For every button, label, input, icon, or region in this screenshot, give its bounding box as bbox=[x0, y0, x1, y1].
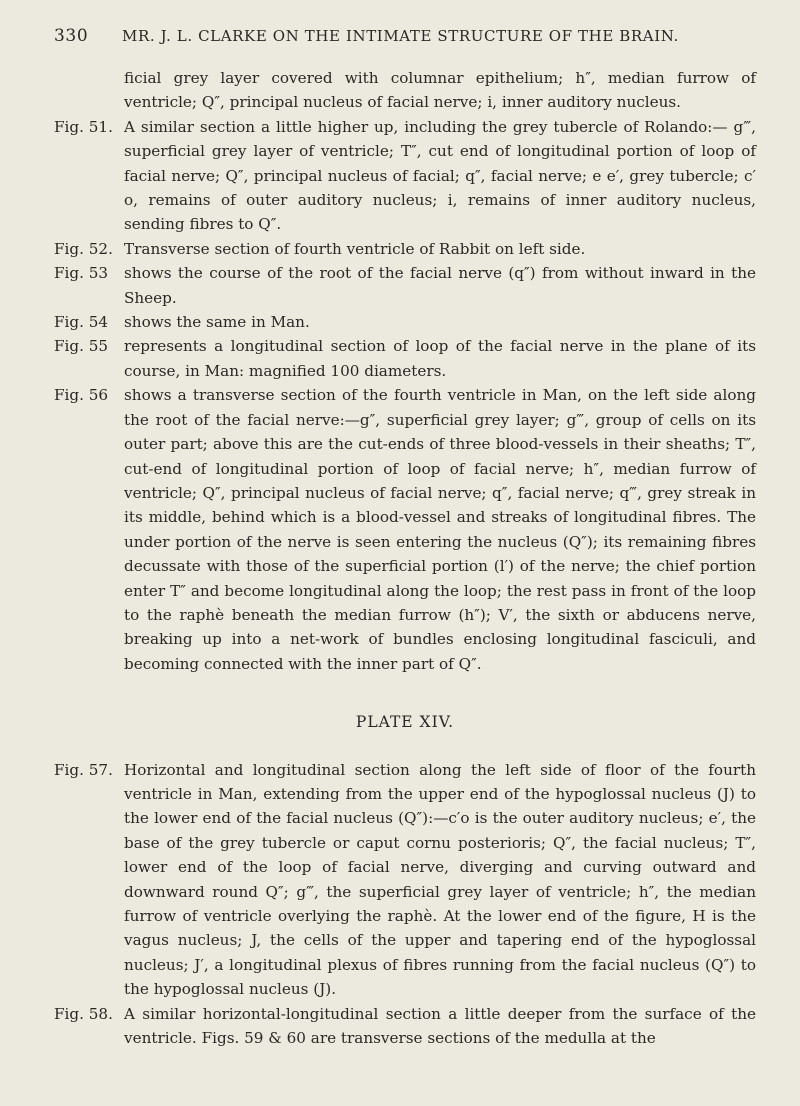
figure-entry-51 bbox=[54, 115, 756, 237]
figure-descriptions bbox=[54, 66, 756, 1050]
figure-label: Fig. 54 bbox=[54, 313, 109, 332]
figure-entry-58 bbox=[54, 1002, 756, 1051]
figure-label: Fig. 56 bbox=[54, 386, 109, 405]
figure-description: Horizontal and longitudinal section along the left side of floor of the fourth ventricle in Man, extending from the upper end of the hypoglossal nucleus (J) to the lower end of the facial nucleus (Q″):—c′o is the outer auditory nucleus; e′, the base of the grey tubercle or caput cornu posterioris; Q″, the facial nucleus; T″, lower end of the loop of facial nerve, diverging and curving outward and downward round Q″; g‴, the superficial grey layer of ventricle; h″, the median furrow of ventricle overlying the raphè. At the lower end of the figure, H is the vagus nucleus; J, the cells of the upper and tapering end of the hypoglossal nucleus; J′, a longitudinal plexus of fibres running from the facial nucleus (Q″) to the hypoglossal nucleus (J). bbox=[124, 760, 756, 999]
figure-label: Fig. 58. bbox=[54, 1004, 113, 1023]
figure-entry-55 bbox=[54, 334, 756, 383]
figure-entry-54 bbox=[54, 310, 756, 334]
figure-entry-53 bbox=[54, 261, 756, 310]
figure-description: Transverse section of fourth ventricle of Rabbit on left side. bbox=[124, 239, 586, 258]
figure-entry-56 bbox=[54, 383, 756, 676]
figure-description: shows the same in Man. bbox=[124, 313, 310, 332]
figure-label: Fig. 52. bbox=[54, 239, 113, 258]
figure-description: A similar section a little higher up, including the grey tubercle of Rolando:— g‴, superficial grey layer of ventricle; T″, cut end of longitudinal portion of loop of facial nerve; Q″, principal nucleus of facial; q″, facial nerve; e e′, grey tubercle; c′ o, remains of outer auditory nucleus; i, remains of inner auditory nucleus, sending fibres to Q″. bbox=[124, 117, 756, 234]
figure-entry-57 bbox=[54, 758, 756, 1002]
figure-description: represents a longitudinal section of loop of the facial nerve in the plane of its course, in Man: magnified 100 diameters. bbox=[124, 337, 756, 380]
figure-label: Fig. 51. bbox=[54, 117, 113, 136]
figure-label: Fig. 53 bbox=[54, 264, 109, 283]
running-head: MR. J. L. CLARKE ON THE INTIMATE STRUCTURE OF THE BRAIN. bbox=[122, 27, 679, 45]
figure-entry-52 bbox=[54, 237, 756, 261]
figure-description: shows the course of the root of the facial nerve (q″) from without inward in the Sheep. bbox=[124, 264, 756, 307]
page-header bbox=[54, 26, 756, 46]
page-number: 330 bbox=[54, 26, 89, 46]
figure-description: A similar horizontal-longitudinal section a little deeper from the surface of the ventricle. Figs. 59 & 60 are transverse sections of the medulla at the bbox=[124, 1004, 756, 1048]
figure-description: shows a transverse section of the fourth ventricle in Man, on the left side along the root of the facial nerve:—g″, superficial grey layer; g‴, group of cells on its outer part; above this are the cut-ends of three blood-vessels in their sheaths; T″, cut-end of longitudinal portion of loop of facial nerve; h″, median furrow of ventricle; Q″, principal nucleus of facial nerve; q″, facial nerve; q‴, grey streak in its middle, behind which is a blood-vessel and streaks of longitudinal fibres. The under portion of the nerve is seen entering the nucleus (Q″); its remaining fibres decussate with those of the superficial portion (l′) of the nerve; the chief portion enter T″ and become longitudinal along the loop; the rest pass in front of the loop to the raphè beneath the median furrow (h″); V′, the sixth or abducens nerve, breaking up into a net-work of bundles enclosing longitudinal fasciculi, and becoming connected with the inner part of Q″. bbox=[124, 386, 756, 673]
continued-paragraph: ficial grey layer covered with columnar epithelium; h″, median furrow of ventricle; Q″, principal nucleus of facial nerve; i, inner auditory nucleus. bbox=[124, 69, 756, 112]
figure-label: Fig. 55 bbox=[54, 337, 109, 356]
plate-heading: PLATE XIV. bbox=[355, 713, 455, 732]
figure-label: Fig. 57. bbox=[54, 760, 113, 779]
